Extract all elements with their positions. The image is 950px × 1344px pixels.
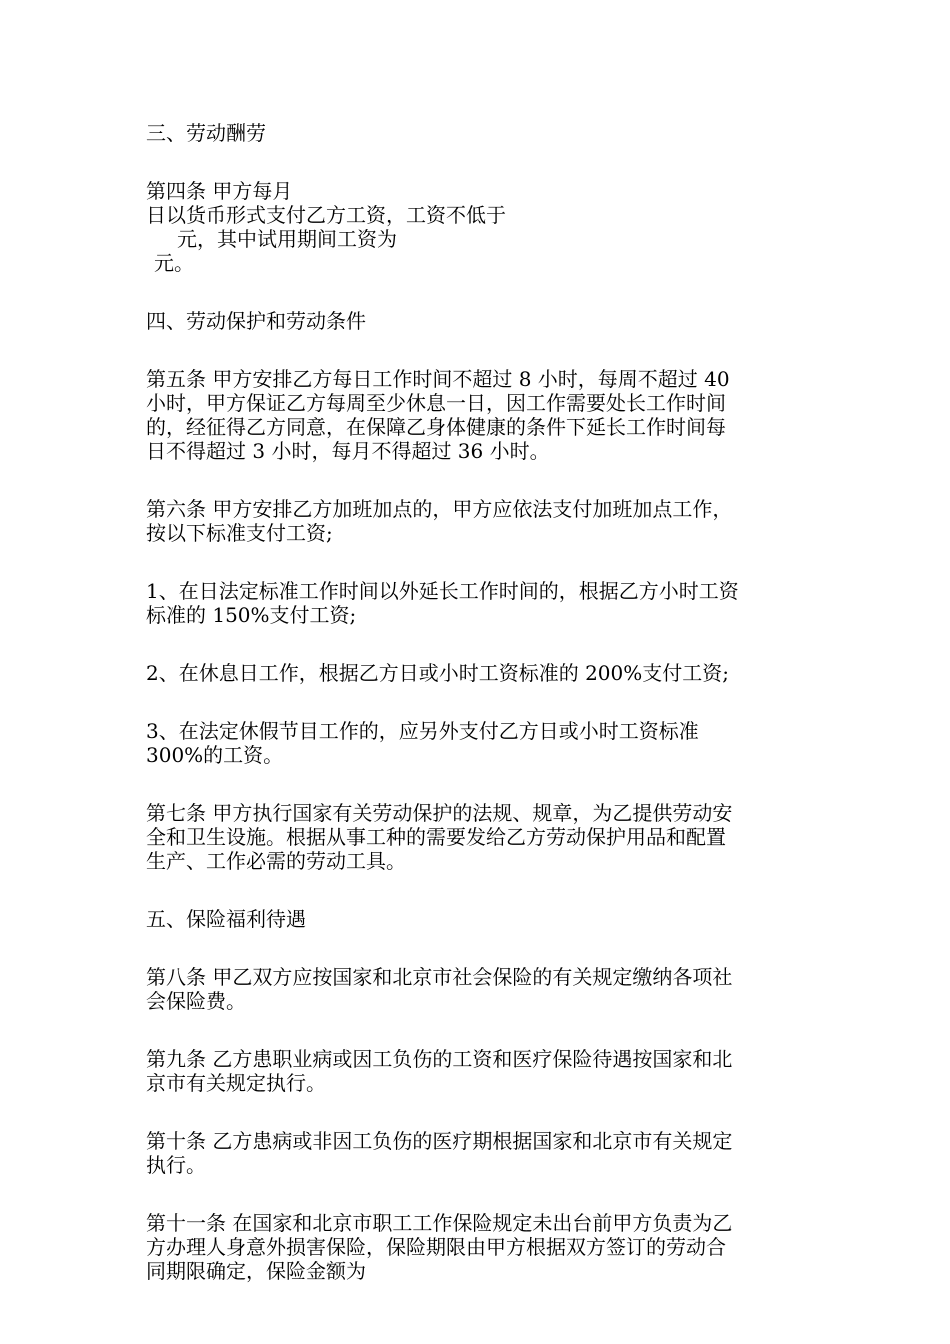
- article-line: 的，经征得乙方同意，在保障乙身体健康的条件下延长工作时间每: [146, 415, 726, 439]
- section-heading: 三、劳动酬劳: [146, 121, 266, 145]
- section-heading: 四、劳动保护和劳动条件: [146, 309, 366, 333]
- item1: [146, 579, 810, 627]
- item-line: 3、在法定休假节目工作的，应另外支付乙方日或小时工资标准: [146, 719, 699, 743]
- item-line: 2、在休息日工作，根据乙方日或小时工资标准的 200%支付工资;: [146, 661, 729, 685]
- article-line: 日不得超过 3 小时，每月不得超过 36 小时。: [146, 439, 550, 463]
- article-line: 生产、工作必需的劳动工具。: [146, 849, 406, 873]
- article9: [146, 1047, 810, 1095]
- article-line: 执行。: [146, 1153, 206, 1177]
- article10: [146, 1129, 810, 1177]
- section3-heading-block: [146, 121, 810, 145]
- item-line: 1、在日法定标准工作时间以外延长工作时间的，根据乙方小时工资: [146, 579, 739, 603]
- article11: [146, 1211, 810, 1283]
- article-line: 同期限确定，保险金额为: [146, 1259, 366, 1283]
- article-line: 日以货币形式支付乙方工资，工资不低于: [146, 203, 506, 227]
- article-line: 第五条 甲方安排乙方每日工作时间不超过 8 小时，每周不超过 40: [146, 367, 730, 391]
- article-line: 全和卫生设施。根据从事工种的需要发给乙方劳动保护用品和配置: [146, 825, 726, 849]
- item-line: 300%的工资。: [146, 743, 284, 767]
- article-line: 按以下标准支付工资;: [146, 521, 333, 545]
- item-line: 标准的 150%支付工资;: [146, 603, 357, 627]
- article-line: 小时，甲方保证乙方每周至少休息一日，因工作需要处长工作时间: [146, 391, 726, 415]
- section5-heading-block: [146, 907, 810, 931]
- article-line: 方办理人身意外损害保险，保险期限由甲方根据双方签订的劳动合: [146, 1235, 726, 1259]
- article4: [146, 179, 810, 275]
- article-line: 会保险费。: [146, 989, 246, 1013]
- section4-heading-block: [146, 309, 810, 333]
- article-line: 第七条 甲方执行国家有关劳动保护的法规、规章，为乙提供劳动安: [146, 801, 733, 825]
- article-line: 元，其中试用期间工资为: [177, 227, 397, 251]
- article-line: 第十一条 在国家和北京市职工工作保险规定未出台前甲方负责为乙: [146, 1211, 733, 1235]
- item3: [146, 719, 810, 767]
- article-line: 第六条 甲方安排乙方加班加点的，甲方应依法支付加班加点工作，: [146, 497, 733, 521]
- article-line: 第四条 甲方每月: [146, 179, 293, 203]
- article-line: 第十条 乙方患病或非因工负伤的医疗期根据国家和北京市有关规定: [146, 1129, 733, 1153]
- item2: [146, 661, 810, 685]
- article5: [146, 367, 810, 463]
- article-line: 第九条 乙方患职业病或因工负伤的工资和医疗保险待遇按国家和北: [146, 1047, 733, 1071]
- article-line: 第八条 甲乙双方应按国家和北京市社会保险的有关规定缴纳各项社: [146, 965, 733, 989]
- article6: [146, 497, 810, 545]
- document-body: [146, 121, 810, 1317]
- article-line: 京市有关规定执行。: [146, 1071, 326, 1095]
- article-line: 元。: [154, 251, 194, 275]
- article8: [146, 965, 810, 1013]
- section-heading: 五、保险福利待遇: [146, 907, 306, 931]
- article7: [146, 801, 810, 873]
